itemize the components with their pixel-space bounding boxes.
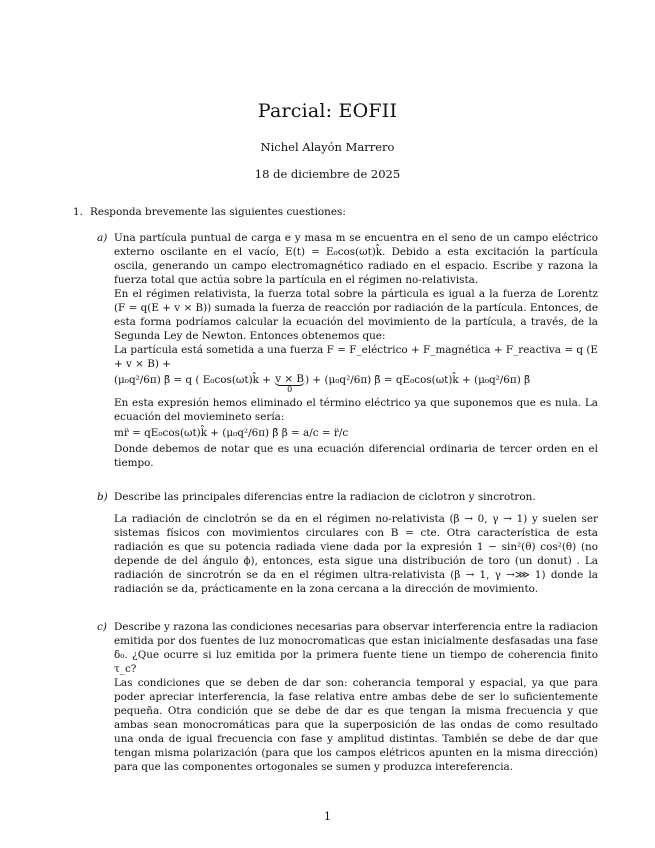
document-date: 18 de diciembre de 2025 [254,167,401,181]
question-number: 1. [73,206,83,218]
part-b-question: Describe las principales diferencias entre la radiacion de ciclotron y sincrotron. [114,491,536,503]
page-title: Parcial: EOFII [257,100,398,122]
part-c-question: Describe y razona las condiciones necesarias para observar interferencia entre la radiacion emitida por dos fuentes de luz monocromaticas que estan inicialmente desfasadas una fase δ₀. ¿Que ocurre si luz emitida por la primera fuente tiene un tiempo de coherencia finito τ_c? [114,621,598,675]
underbrace-expression: v × B [275,373,305,385]
part-b-answer: La radiación de cinclotrón se da en el régimen no-relativista (β → 0, γ → 1) y suelen ser sistemas físicos con movimientos circulares con B = cte. Otra característica de esta radiación es que su potencia radiada viene dada por la expresión 1 − sin²(θ) cos²(θ) (no depende de del ángulo ϕ), entonces, esta sigue una distribución de toro (un donut) . La radiación de sincrotrón se da en el régimen ultra-relativista (β → 1, γ →⋙ 1) donde la radiación se da, prácticamente en la zona cercana a la dirección de movimiento. [114,513,598,595]
equation-of-motion: mr̈ = qE₀cos(ωt)k̂ + (μ₀q²/6π) β̈ β = a/c = r̈/c [114,427,349,439]
part-c-label: c) [97,621,107,633]
question-1 [73,205,598,219]
underbrace-zero: 0 [287,385,293,394]
part-a-question: Una partícula puntual de carga e y masa m se encuentra en el seno de un campo eléctrico externo oscilante en el vacío, E(t) = E₀cos(ωt)k̂. Debido a esta excitación la partícula oscila, generando un campo electromagnético radiado en el espacio. Escribe y razona la fuerza total que actúa sobre la partícula en el régimen no-relativista. [114,232,598,286]
part-b-label: b) [97,491,108,503]
part-a-label: a) [97,232,108,244]
part-a-answer-p3: En esta expresión hemos eliminado el término eléctrico ya que suponemos que es nula. La ecuación del moviemineto sería: [114,397,598,423]
part-a-answer-p4: Donde debemos de notar que es una ecuación diferencial ordinaria de tercer orden en el tiempo. [114,443,598,469]
equation-left: (μ₀q²/6π) β̈ = q ( E₀cos(ωt)k̂ + [114,374,275,386]
lorentz-equation [114,373,598,394]
page-number: 1 [324,810,331,823]
part-c-answer: Las condiciones que se deben de dar son: coherancia temporal y espacial, ya que para poder apreciar interferencia, la fase relativa entre ambas debe de ser lo suficientemente pequeña. Otra condición que se debe de dar es que tengan la misma frecuencia y que ambas sean monocromáticas para que la superposición de las ondas de como resultado una onda de igual frecuencia con fase y amplitud distintas. También se debe de dar que tengan misma polarización (para que los campos elétricos apunten en la misma dirección) para que las componentes ortogonales se sumen y produzca intereferencia. [114,677,598,773]
underbrace-term [274,373,305,394]
question-prompt: Responda brevemente las siguientes cuestiones: [90,206,346,218]
part-a-answer-p2: La partícula está sometida a una fuerza F = F_eléctrico + F_magnética + F_reactiva = q (E + v × B) + [114,344,598,370]
part-b [73,490,598,596]
author-name: Nichel Alayón Marrero [260,140,395,154]
equation-right: ) + (μ₀q²/6π) β̈ = qE₀cos(ωt)k̂ + (μ₀q²/6π) β̈ [305,374,531,386]
part-a [73,231,598,470]
part-c [73,620,598,774]
part-a-answer-p1: En el régimen relativista, la fuerza total sobre la párticula es igual a la fuerza de Lorentz (F = q(E + v × B)) sumada la fuerza de reacción por radiación de la partícula. Entonces, de esta forma podríamos calcular la ecuación del movimiento de la partícula, a través, de la Segunda Ley de Newton. Entonces obtenemos que: [114,288,598,342]
document-body [73,205,598,774]
